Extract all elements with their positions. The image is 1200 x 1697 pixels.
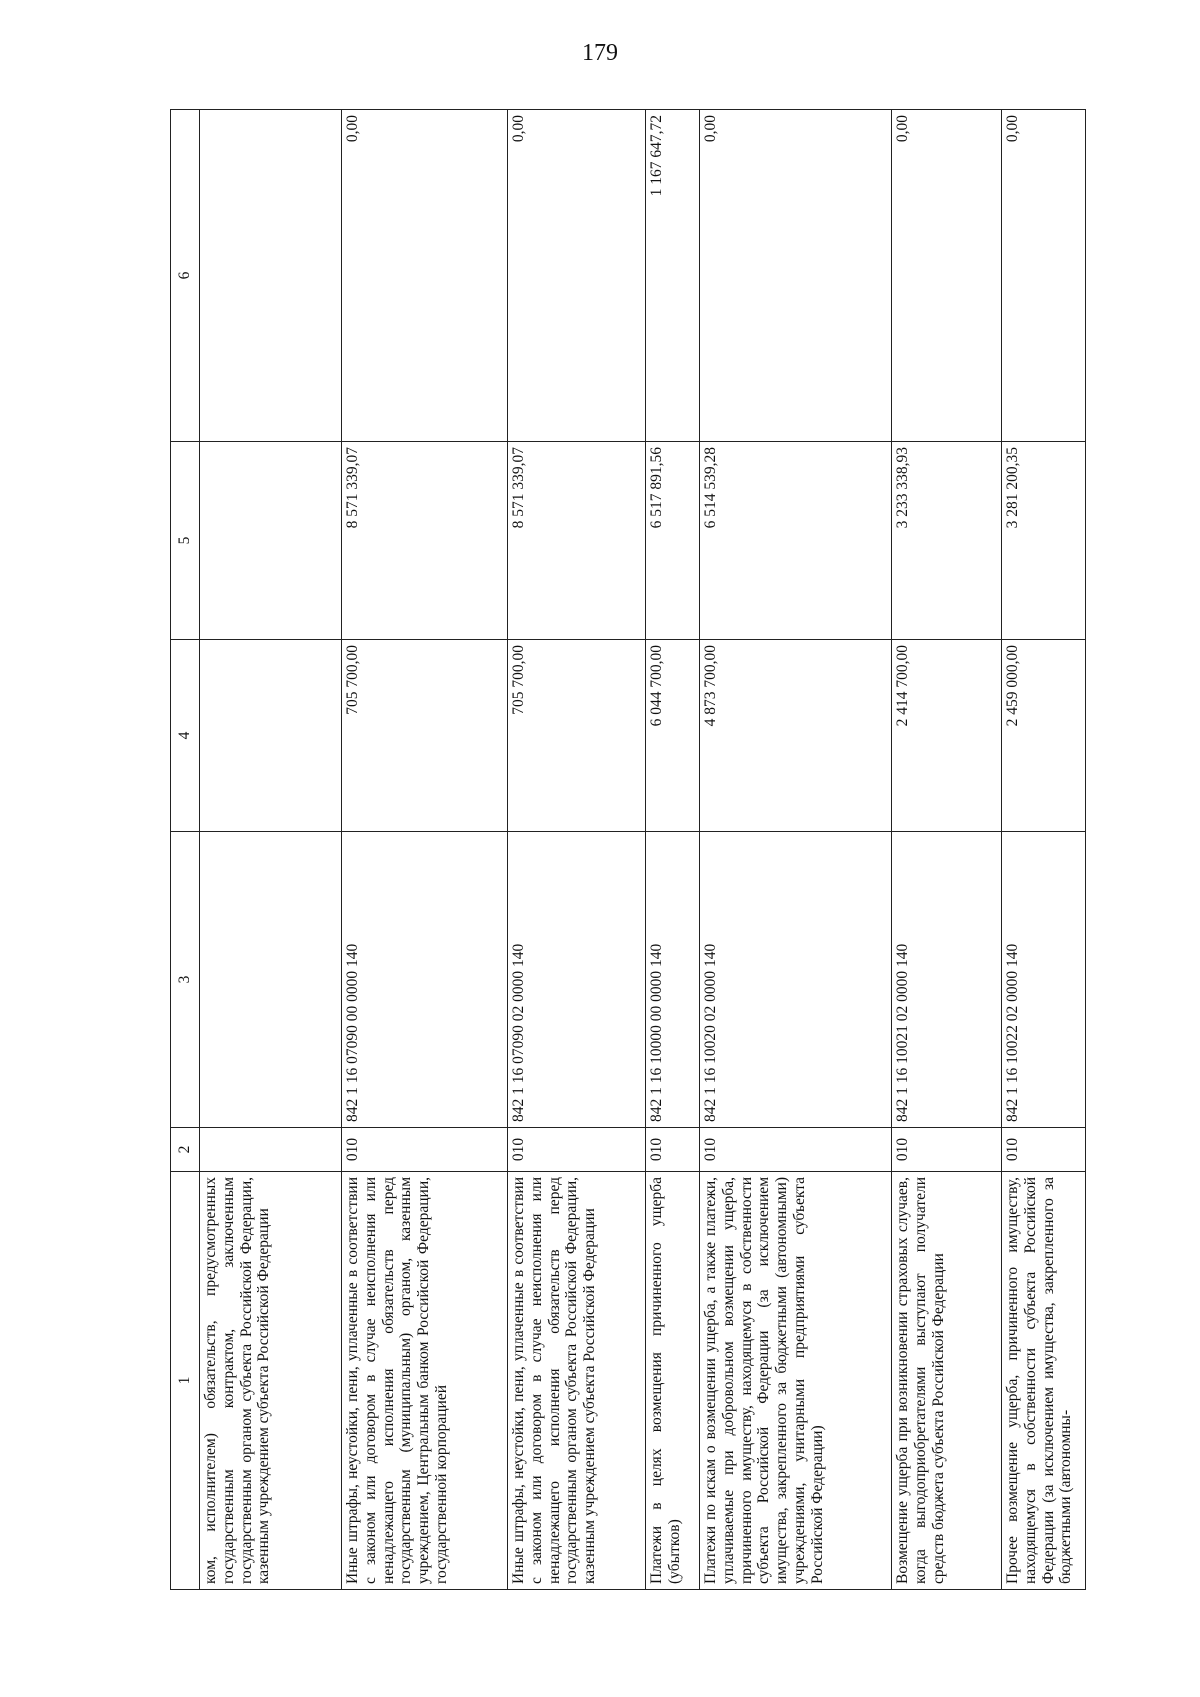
row-rest: 0,00 xyxy=(1002,110,1086,442)
table-row xyxy=(892,110,1002,1590)
row-code: 010 xyxy=(700,1128,892,1172)
table-row xyxy=(200,110,342,1590)
column-header-2: 2 xyxy=(171,1128,200,1172)
column-header-3: 3 xyxy=(171,832,200,1128)
row-kbk xyxy=(200,832,342,1128)
row-plan: 4 873 700,00 xyxy=(700,640,892,832)
row-plan: 2 459 000,00 xyxy=(1002,640,1086,832)
row-code: 010 xyxy=(892,1128,1002,1172)
row-plan: 705 700,00 xyxy=(508,640,646,832)
column-header-4: 4 xyxy=(171,640,200,832)
row-plan xyxy=(200,640,342,832)
table-row xyxy=(646,110,700,1590)
row-rest: 0,00 xyxy=(700,110,892,442)
column-header-1: 1 xyxy=(171,1172,200,1590)
row-name: Платежи в целях возмещения причиненного ущерба (убытков) xyxy=(646,1172,700,1590)
row-code: 010 xyxy=(646,1128,700,1172)
table-row xyxy=(342,110,508,1590)
row-kbk: 842 1 16 10020 02 0000 140 xyxy=(700,832,892,1128)
row-kbk: 842 1 16 10021 02 0000 140 xyxy=(892,832,1002,1128)
column-header-5: 5 xyxy=(171,442,200,640)
row-exec: 6 514 539,28 xyxy=(700,442,892,640)
row-exec: 8 571 339,07 xyxy=(508,442,646,640)
row-name: Платежи по искам о возмещении ущерба, а также платежи, уплачиваемые при добровольном возмещении ущерба, причиненного имуществу, находящемуся в собственности субъекта Российской Федерации (за исключением имущества, закрепленного за бюджетными (автономными) учреждениями, унитарными предприятиями субъекта Российской Федерации) xyxy=(700,1172,892,1590)
table-wrapper xyxy=(170,110,1075,1590)
row-exec: 3 281 200,35 xyxy=(1002,442,1086,640)
row-plan: 2 414 700,00 xyxy=(892,640,1002,832)
row-rest: 0,00 xyxy=(892,110,1002,442)
row-name: ком, исполнителем) обязательств, предусмотренных государственным контрактом, заключенным государственным органом субъекта Российской Федерации, казенным учреждением субъекта Российской Федерации xyxy=(200,1172,342,1590)
row-plan: 705 700,00 xyxy=(342,640,508,832)
rotated-table-container xyxy=(170,110,1075,1590)
row-kbk: 842 1 16 07090 02 0000 140 xyxy=(508,832,646,1128)
row-code xyxy=(200,1128,342,1172)
table-row xyxy=(700,110,892,1590)
row-plan: 6 044 700,00 xyxy=(646,640,700,832)
revenue-table xyxy=(170,109,1086,1590)
row-code: 010 xyxy=(342,1128,508,1172)
row-name: Прочее возмещение ущерба, причиненного имуществу, находящемуся в собственности субъекта Российской Федерации (за исключением имущества, закрепленного за бюджетными (автономны- xyxy=(1002,1172,1086,1590)
row-name: Иные штрафы, неустойки, пени, уплаченные в соответствии с законом или договором в случае неисполнения или ненадлежащего исполнения обязательств перед государственным (муниципальным) органом, казенным учреждением, Центральным банком Российской Федерации, государственной корпорацией xyxy=(342,1172,508,1590)
row-exec: 8 571 339,07 xyxy=(342,442,508,640)
row-kbk: 842 1 16 07090 00 0000 140 xyxy=(342,832,508,1128)
row-rest: 0,00 xyxy=(342,110,508,442)
row-kbk: 842 1 16 10022 02 0000 140 xyxy=(1002,832,1086,1128)
row-exec: 6 517 891,56 xyxy=(646,442,700,640)
row-name: Возмещение ущерба при возникновении страховых случаев, когда выгодоприобретателями выступают получатели средств бюджета субъекта Российской Федерации xyxy=(892,1172,1002,1590)
table-row xyxy=(1002,110,1086,1590)
row-rest xyxy=(200,110,342,442)
page-number: 179 xyxy=(582,40,618,66)
row-exec xyxy=(200,442,342,640)
row-rest: 0,00 xyxy=(508,110,646,442)
table-row xyxy=(508,110,646,1590)
row-rest: 1 167 647,72 xyxy=(646,110,700,442)
row-kbk: 842 1 16 10000 00 0000 140 xyxy=(646,832,700,1128)
row-code: 010 xyxy=(508,1128,646,1172)
row-code: 010 xyxy=(1002,1128,1086,1172)
column-header-6: 6 xyxy=(171,110,200,442)
table-header-row xyxy=(171,110,200,1590)
row-name: Иные штрафы, неустойки, пени, уплаченные в соответствии с законом или договором в случае неисполнения или ненадлежащего исполнения обязательств перед государственным органом субъекта Российской Федерации, казенным учреждением субъекта Российской Федерации xyxy=(508,1172,646,1590)
row-exec: 3 233 338,93 xyxy=(892,442,1002,640)
